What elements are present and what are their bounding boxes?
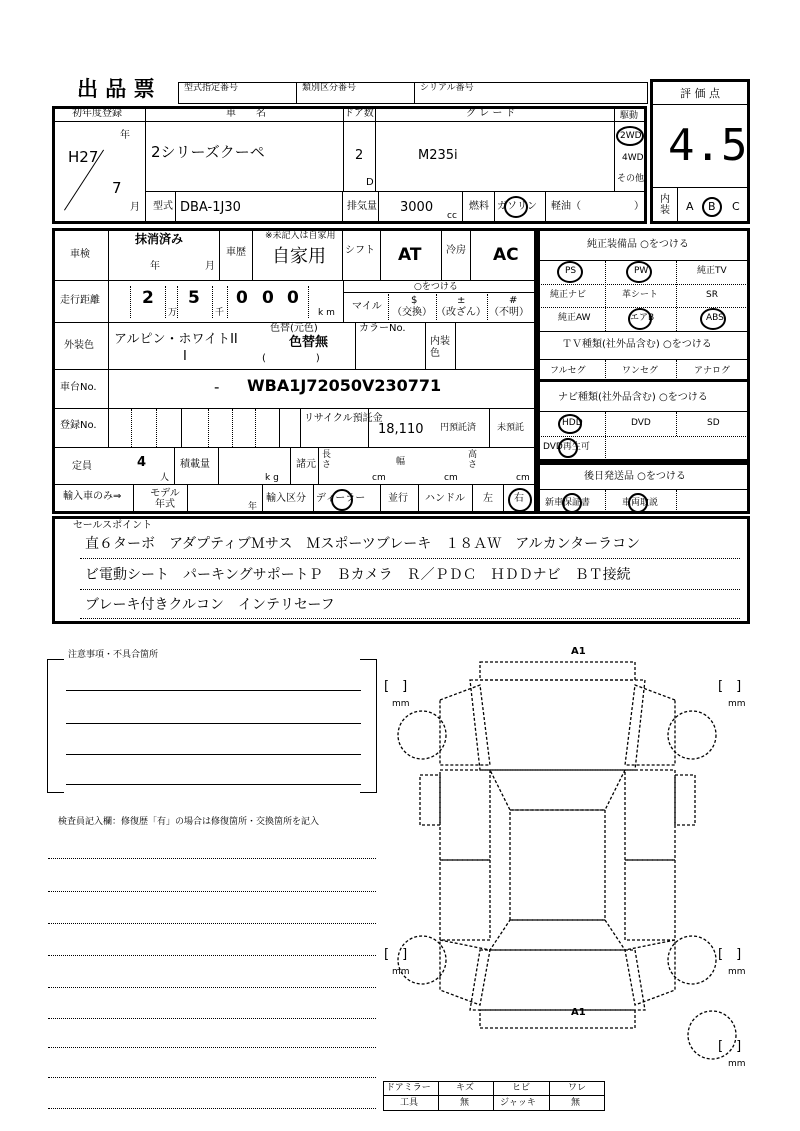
ac-value: AC (493, 245, 519, 265)
legend-h2: キズ (456, 1083, 474, 1093)
grade-label: グ レ ー ド (466, 108, 516, 119)
recycle-done: 円預託済 (440, 423, 477, 433)
interior-grade-c: C (732, 200, 740, 213)
equip-tv: 純正TV (697, 266, 727, 276)
recolor-label: 色替(元色) (270, 323, 318, 334)
dvd-play: DVD再生可 (543, 442, 590, 452)
history-value: 自家用 (272, 246, 326, 267)
grade-value: M235i (418, 148, 458, 163)
score-label: 評 価 点 (680, 87, 720, 100)
car-name-label: 車 名 (226, 108, 266, 119)
tv-analog: アナログ (694, 366, 731, 376)
equip-leather: 革シート (622, 290, 659, 300)
equip-navi: 純正ナビ (550, 290, 587, 300)
drive-4wd: 4WD (622, 153, 644, 163)
sales-points-label: セールスポイント (73, 520, 153, 531)
legend-h1: ドアミラー (386, 1083, 431, 1093)
docs-manual: 車両取説 (622, 498, 659, 508)
month-unit: 月 (130, 202, 140, 213)
color-line2: I (183, 349, 187, 364)
mileage-digit-1: 2 (142, 288, 154, 308)
mm-fr: mm (728, 699, 746, 709)
person-unit: 人 (160, 473, 170, 483)
legend-v1: 工具 (400, 1098, 419, 1108)
import-dealer: ディーラー (316, 493, 366, 504)
navi-dvd: DVD (631, 418, 651, 428)
navi-sd: SD (707, 418, 720, 428)
score-value: 4.5 (668, 120, 748, 171)
capacity-label: 定員 (72, 461, 92, 472)
chassis-dash: - (214, 378, 220, 396)
category-label: 類別区分番号 (302, 83, 357, 93)
height-label: 高さ (468, 450, 478, 470)
length-cm: cm (372, 473, 386, 483)
tv-fullseg: フルセグ (550, 366, 586, 376)
km-unit: k m (318, 308, 335, 318)
pw-circle (626, 261, 652, 283)
abs-circle (700, 308, 726, 330)
first-reg-label: 初年度登録 (72, 108, 122, 119)
code-strip (178, 82, 648, 104)
fuel-circle (504, 196, 528, 218)
import-label: 輸入車のみ⇒ (63, 491, 122, 502)
mm-fl: mm (392, 699, 410, 709)
legend-v4: 無 (571, 1098, 581, 1108)
length-label: 長さ (322, 450, 332, 470)
interior-color-label: 内装色 (430, 336, 450, 359)
caution-bracket-right (360, 659, 377, 793)
mileage-dollar: $ (411, 295, 418, 306)
mileage-mile: マイル (352, 301, 382, 312)
import-parallel: 並行 (388, 493, 408, 504)
sales-line-1: 直６ターボ アダプティブＭサス Ｍスポーツブレーキ １８ＡＷ アルカンターラコン (85, 536, 641, 552)
equipment-title: 純正装備品 ○をつける (587, 239, 689, 250)
docs-warranty: 新車保証書 (545, 498, 591, 508)
equip-abs: ABS (706, 313, 724, 323)
bracket-rl: [ ] (384, 947, 408, 962)
docs-title: 後日発送品 ○をつける (584, 471, 686, 482)
color-no-label: カラーNo. (359, 323, 406, 334)
drive-other: その他 (617, 174, 645, 184)
equip-aw: 純正AW (558, 313, 591, 323)
displacement-label: 排気量 (347, 201, 377, 212)
fuel-label: 燃料 (469, 201, 489, 212)
drive-label: 駆動 (620, 111, 639, 121)
equip-ps: PS (565, 266, 577, 276)
legend-h3: ヒビ (512, 1083, 531, 1093)
handle-label: ハンドル (425, 493, 465, 504)
caution-label: 注意事項・不具合箇所 (68, 650, 159, 660)
handle-left: 左 (483, 493, 493, 504)
sen-unit: 千 (215, 308, 225, 318)
handle-right: 右 (514, 493, 524, 504)
legend-v3: ジャッキ (500, 1098, 536, 1108)
import-category-label: 輸入区分 (266, 493, 306, 504)
mileage-digit-5: 0 (287, 288, 299, 308)
airbag-circle (628, 308, 655, 330)
light-oil: 軽油（ (551, 201, 581, 212)
drive-2wd: 2WD (620, 131, 642, 141)
first-reg-month: 7 (112, 179, 122, 197)
chassis-label: 車台No. (60, 382, 97, 393)
model-value: DBA-1J30 (180, 200, 241, 215)
inspection-year-unit: 年 (150, 261, 160, 272)
ac-label: 冷房 (446, 245, 466, 256)
displacement-value: 3000 (400, 200, 434, 215)
drive-2wd-circle (616, 126, 644, 146)
tv-oneseg: ワンセグ (622, 366, 659, 376)
dvd-play-circle (558, 438, 578, 458)
vehicle-detail-box (52, 228, 537, 514)
ps-circle (557, 261, 583, 283)
caution-bracket-left (47, 659, 64, 793)
dealer-circle (331, 489, 353, 511)
inspection-label: 車検 (70, 249, 90, 260)
mileage-hash: # (509, 295, 518, 306)
history-label: 車歴 (226, 247, 246, 258)
inspector-label: 検査員記入欄：修復歴「有」の場合は修復箇所・交換箇所を記入 (58, 817, 320, 827)
equip-sr: SR (706, 290, 718, 300)
chassis-value: WBA1J72050V230771 (247, 376, 442, 395)
model-label: 型式 (153, 201, 173, 212)
manual-circle (628, 493, 648, 513)
mileage-tampered: （改ざん） (436, 307, 486, 318)
mm-spare: mm (728, 1059, 746, 1069)
navi-hdd: HDD (562, 418, 583, 428)
mileage-digit-3: 0 (236, 288, 248, 308)
load-label: 積載量 (180, 459, 210, 470)
interior-b-circle (702, 197, 722, 217)
interior-label: 内装 (660, 194, 670, 216)
height-cm: cm (516, 473, 530, 483)
sales-line-3: ブレーキ付きクルコン インテリセーフ (85, 597, 335, 613)
interior-grade-a: A (686, 200, 694, 213)
bracket-spare: [ ] (718, 1039, 742, 1054)
equip-pw: PW (634, 266, 649, 276)
mileage-digit-4: 0 (262, 288, 274, 308)
mileage-digit-2: 5 (188, 288, 200, 308)
width-label: 幅 (396, 457, 406, 467)
navi-title: ナビ種類(社外品含む) ○をつける (558, 392, 708, 403)
history-note: ※未記入は自家用 (265, 231, 336, 241)
first-reg-year: H27 (68, 148, 99, 166)
interior-grade-b: B (708, 200, 716, 213)
form-title: 出 品 票 (77, 77, 155, 101)
fuel-gasoline: ガソリン (497, 201, 537, 212)
bracket-fr: [ ] (718, 679, 742, 694)
color-value: アルピン・ホワイトII (114, 332, 238, 347)
registration-label: 登録No. (60, 420, 97, 431)
front-mark: A1 (571, 646, 586, 657)
light-oil-close: ） (634, 201, 644, 212)
kg-unit: k g (265, 473, 279, 483)
car-damage-diagram (380, 640, 760, 1070)
recolor-value: 色替無 (289, 335, 329, 350)
shift-label: シフト (345, 245, 375, 256)
mileage-exchange: （交換） (392, 307, 432, 318)
model-code-label: 型式指定番号 (184, 83, 239, 93)
bracket-fl: [ ] (384, 679, 408, 694)
mm-rl: mm (392, 967, 410, 977)
serial-label: シリアル番号 (420, 83, 474, 93)
recolor-paren: ( ) (262, 353, 320, 364)
recycle-not: 未預託 (497, 423, 525, 433)
inspection-status: 抹消済み (135, 232, 184, 246)
right-handle-circle (508, 488, 532, 512)
equip-airbag: エアB (630, 313, 655, 323)
mileage-pm: ± (457, 295, 466, 306)
year-unit: 年 (120, 130, 130, 141)
rear-mark: A1 (571, 1007, 586, 1018)
doors-value: 2 (355, 148, 364, 163)
mm-rr: mm (728, 967, 746, 977)
dims-label: 諸元 (296, 459, 316, 470)
doors-label: ドア数 (344, 108, 374, 119)
warranty-circle (562, 493, 582, 513)
bracket-rr: [ ] (718, 947, 742, 962)
mileage-unknown: （不明） (489, 307, 529, 318)
model-year-label: モデル年式 (150, 488, 180, 510)
mileage-circle-note: ○をつける (414, 282, 458, 292)
tv-title: ＴＶ種類(社外品含む) ○をつける (562, 339, 712, 350)
inspection-month-unit: 月 (205, 261, 215, 272)
color-label: 外装色 (64, 340, 94, 351)
hdd-circle (558, 414, 582, 434)
recycle-label: リサイクル預託金 (304, 413, 383, 424)
door-suffix: D (366, 177, 374, 188)
legend-h4: ワレ (568, 1083, 587, 1093)
legend-v2: 無 (460, 1098, 470, 1108)
model-year-unit: 年 (248, 502, 258, 512)
mileage-label: 走行距離 (60, 295, 100, 306)
car-name: 2シリーズクーペ (151, 143, 265, 161)
sales-line-2: ビ電動シート パーキングサポートＰ Ｂカメラ Ｒ／ＰＤＣ ＨＤＤナビ ＢＴ接続 (85, 567, 631, 583)
cc-unit: cc (447, 211, 457, 221)
width-cm: cm (444, 473, 458, 483)
recycle-value: 18,110 (378, 422, 424, 437)
capacity-value: 4 (137, 455, 147, 470)
man-unit: 万 (168, 308, 178, 318)
shift-value: AT (398, 245, 422, 265)
